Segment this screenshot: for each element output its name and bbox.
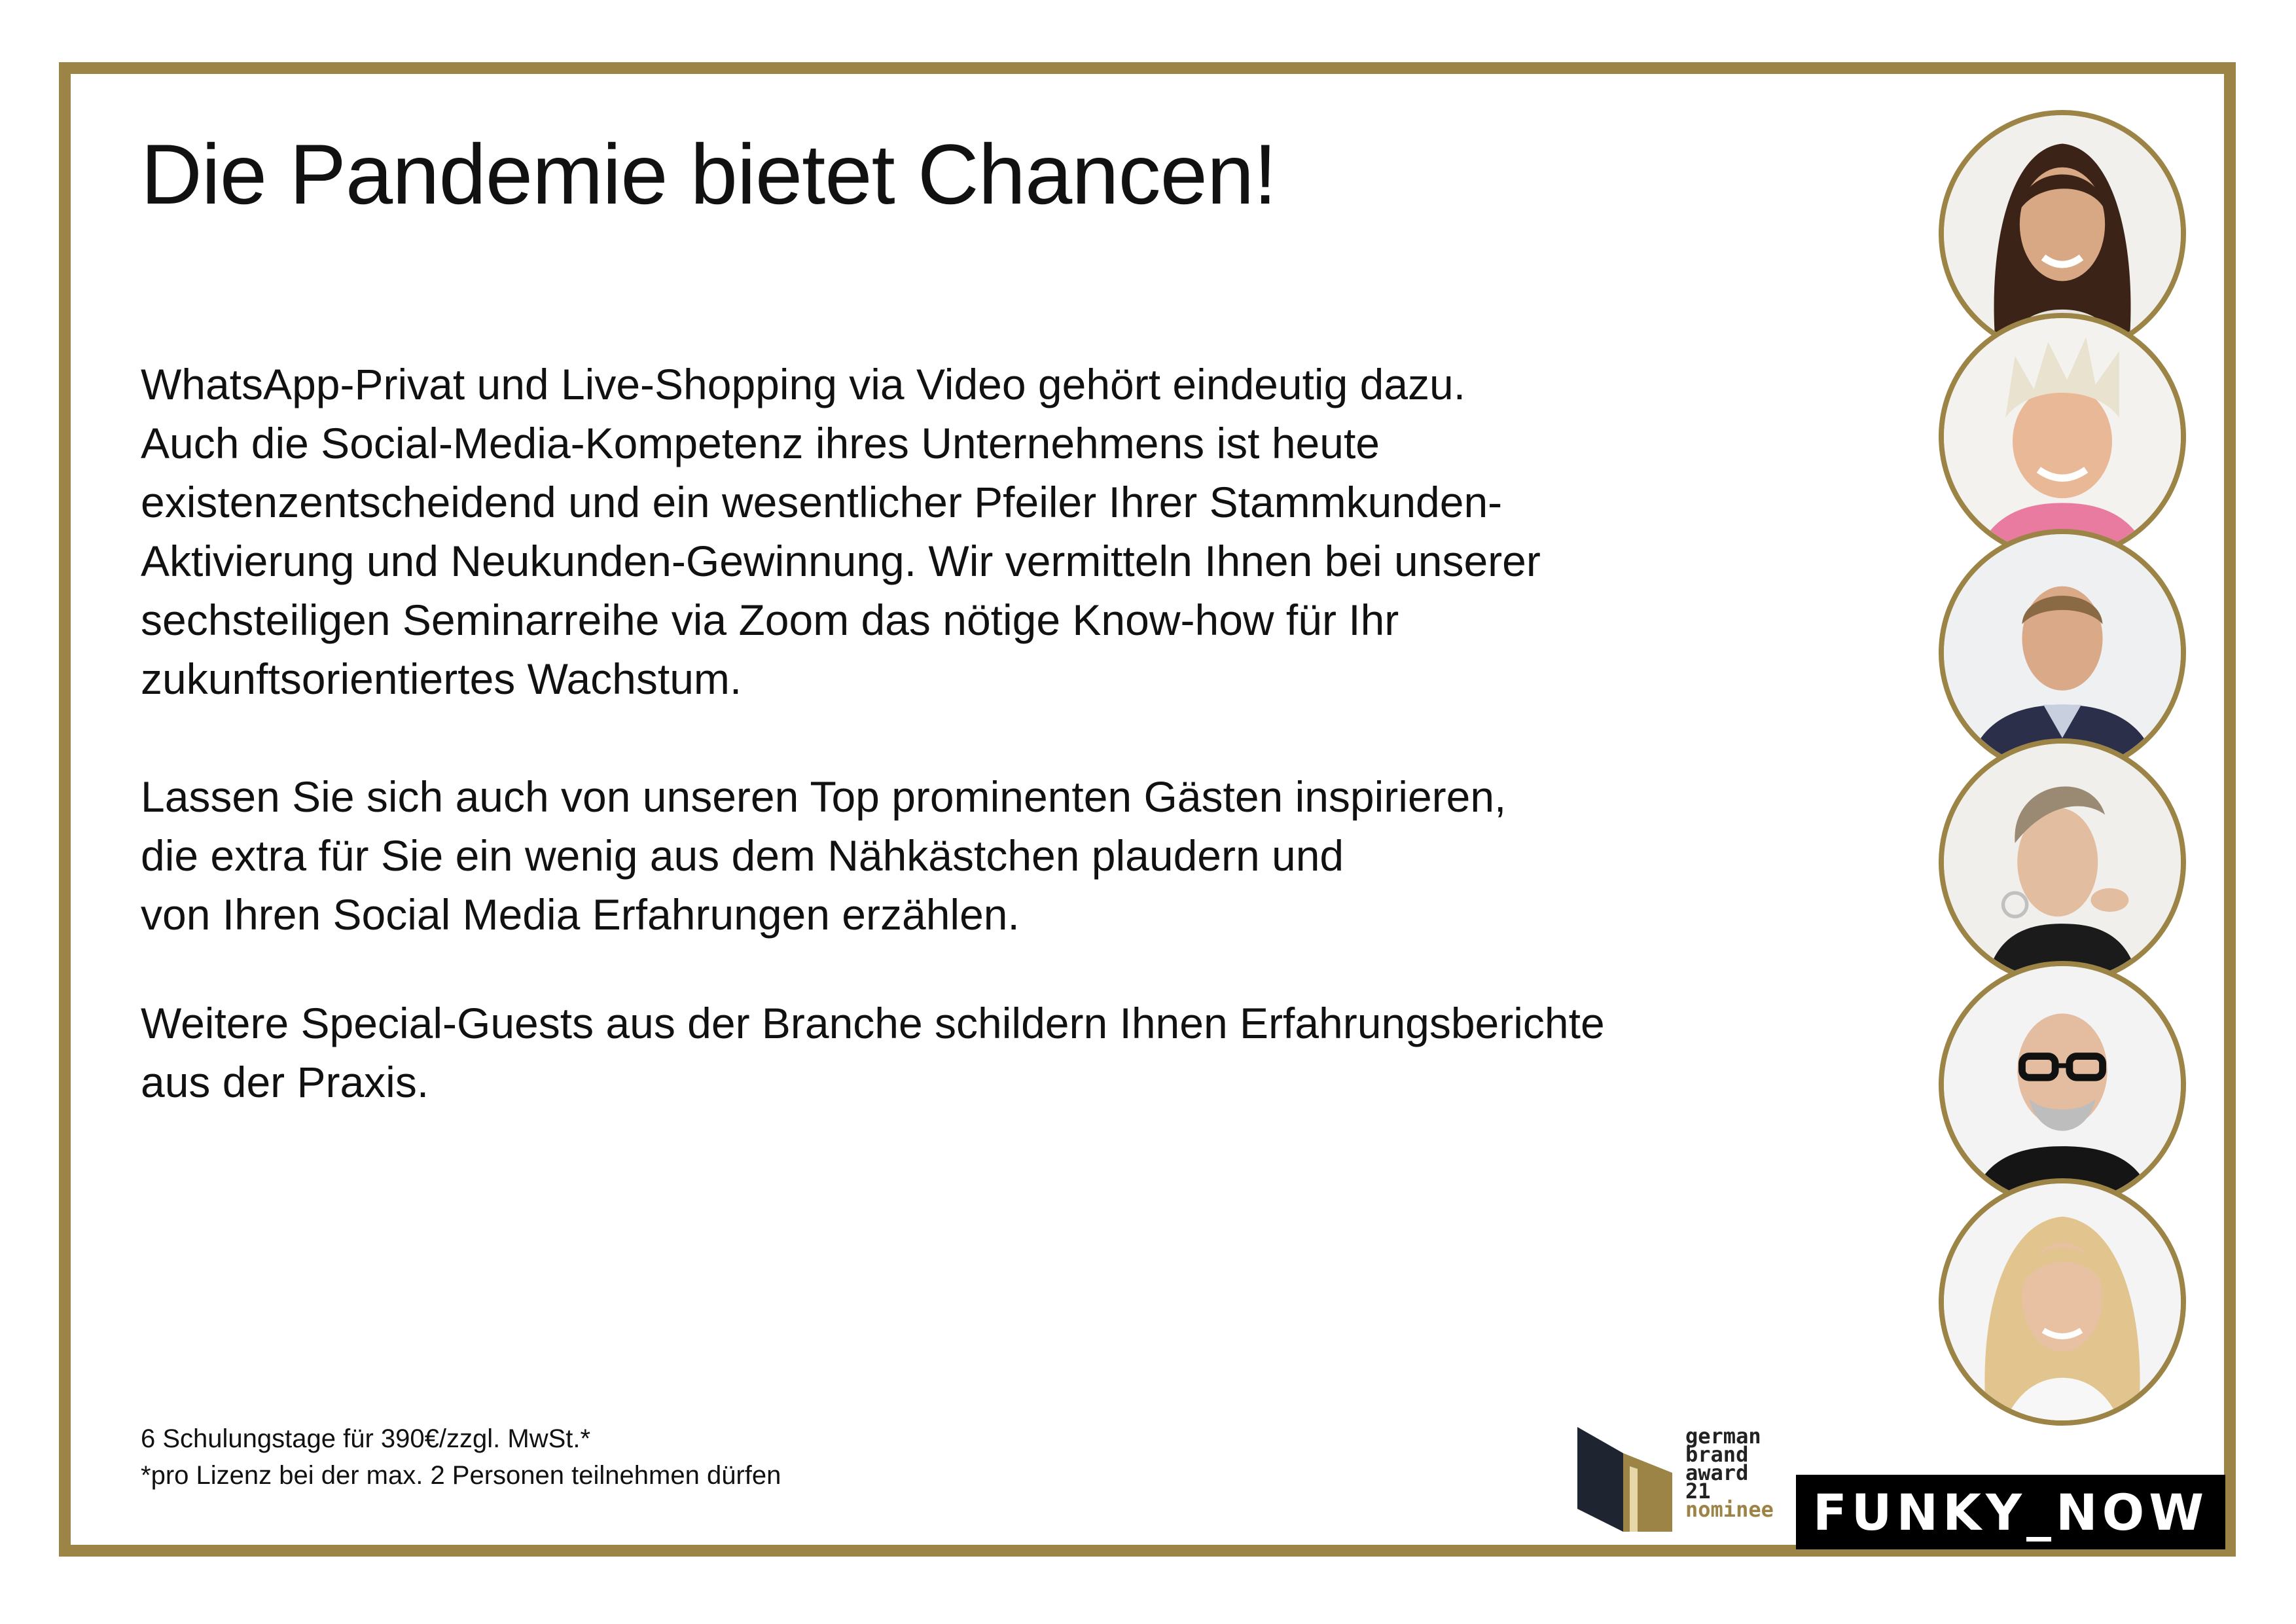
man-sweater-portrait xyxy=(1944,534,2181,771)
text-line: von Ihren Social Media Erfahrungen erzählen. xyxy=(141,890,1020,939)
woman-blonde-long-hair-portrait xyxy=(1944,1183,2181,1420)
text-line: sechsteiligen Seminarreihe via Zoom das nötige Know-how für Ihr xyxy=(141,596,1399,644)
award-line: brand xyxy=(1685,1442,1749,1467)
license-note: *pro Lizenz bei der max. 2 Personen teilnehmen dürfen xyxy=(141,1461,781,1490)
price-text: 6 Schulungstage für 390€/zzgl. MwSt.* xyxy=(141,1424,591,1453)
funky-now-logo: FUNKY_NOW xyxy=(1796,1475,2225,1549)
award-label xyxy=(1685,1424,1774,1522)
guest-portrait-4 xyxy=(1939,738,2186,986)
guest-portrait-5 xyxy=(1939,961,2186,1208)
man-glasses-beard-portrait xyxy=(1944,966,2181,1203)
price-footnote xyxy=(141,1420,781,1494)
text-line: Auch die Social-Media-Kompetenz ihres Unternehmens ist heute xyxy=(141,419,1380,467)
text-line: die extra für Sie ein wenig aus dem Nähkästchen plaudern und xyxy=(141,831,1344,880)
page-title: Die Pandemie bietet Chancen! xyxy=(141,126,1277,222)
award-line: award xyxy=(1685,1460,1749,1485)
text-line: existenzentscheidend und ein wesentlicher Pfeiler Ihrer Stammkunden- xyxy=(141,478,1503,526)
paragraph-intro xyxy=(141,355,1541,708)
woman-blonde-spiky-portrait xyxy=(1944,318,2181,555)
award-line: 21 xyxy=(1685,1479,1711,1504)
award-line: german xyxy=(1685,1424,1761,1449)
guest-portrait-2 xyxy=(1939,313,2186,560)
text-line: Lassen Sie sich auch von unseren Top prominenten Gästen inspirieren, xyxy=(141,772,1507,821)
text-line: Aktivierung und Neukunden-Gewinnung. Wir vermitteln Ihnen bei unserer xyxy=(141,537,1541,585)
text-line: WhatsApp-Privat und Live-Shopping via Video gehört eindeutig dazu. xyxy=(141,360,1466,408)
award-status: nominee xyxy=(1685,1497,1774,1522)
paragraph-guests xyxy=(141,767,1506,944)
text-line: Weitere Special-Guests aus der Branche schildern Ihnen Erfahrungsberichte xyxy=(141,999,1605,1047)
text-line: zukunftsorientiertes Wachstum. xyxy=(141,655,742,703)
guest-portrait-6 xyxy=(1939,1178,2186,1426)
woman-short-hair-portrait xyxy=(1944,744,2181,981)
text-line: aus der Praxis. xyxy=(141,1058,429,1106)
paragraph-special-guests xyxy=(141,994,1605,1111)
